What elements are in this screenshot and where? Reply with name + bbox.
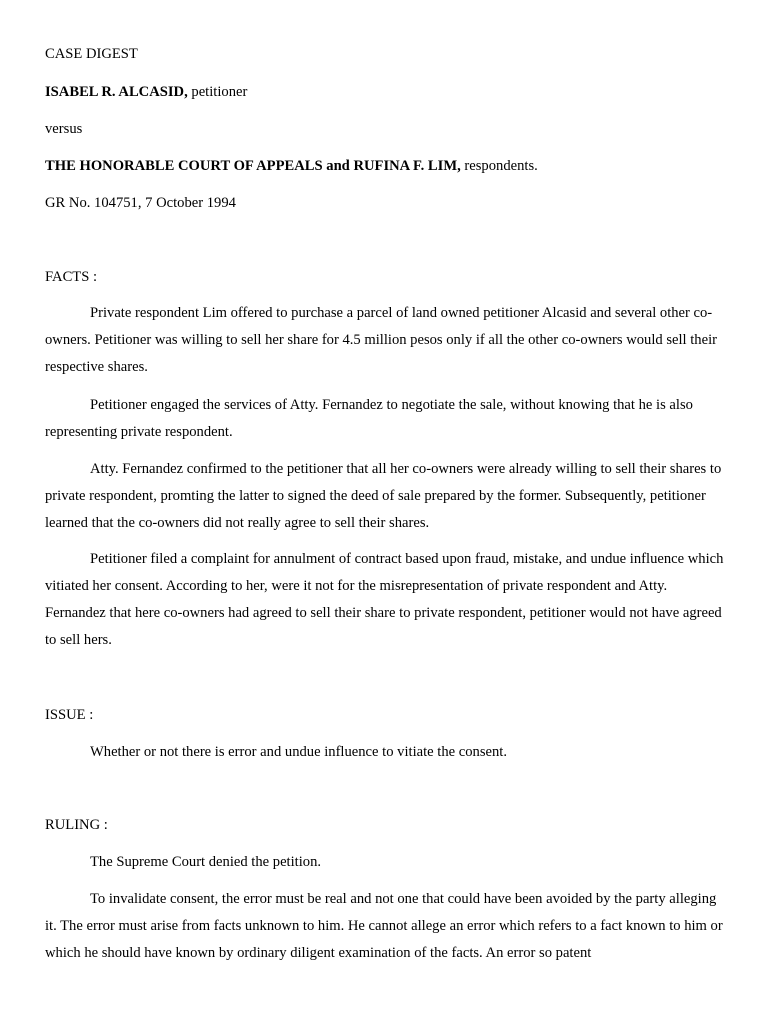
issue-text: Whether or not there is error and undue influence to vitiate the consent. — [90, 744, 507, 760]
issue-heading: ISSUE : — [45, 707, 94, 723]
gr-number: GR No. 104751, 7 October 1994 — [45, 195, 236, 211]
facts-paragraph-4: Petitioner filed a complaint for annulment of contract based upon fraud, mistake, and undue influence which vitiated her consent. According to her, were it not for the misrepresentation of private respondent and Atty. Fernandez that here co-owners had agreed to sell their share to private respondent, petitioner would not have agreed to sell hers. — [45, 551, 724, 648]
facts-heading: FACTS : — [45, 269, 98, 285]
respondents-name: THE HONORABLE COURT OF APPEALS and RUFINA F. LIM, — [45, 158, 461, 174]
facts-paragraph-1: Private respondent Lim offered to purchase a parcel of land owned petitioner Alcasid and several other co-owners. Petitioner was willing to sell her share for 4.5 million pesos only if all the other co-owners would sell their respective shares. — [45, 305, 717, 375]
petitioner-line — [45, 84, 247, 101]
ruling-paragraph-2: To invalidate consent, the error must be real and not one that could have been avoided by the party alleging it. The error must arise from facts unknown to him. He cannot allege an error which refers to a fact known to him or which he should have known by ordinary diligent examination of the facts. An error so patent — [45, 891, 723, 961]
respondents-line — [45, 158, 538, 175]
petitioner-name: ISABEL R. ALCASID, — [45, 84, 188, 100]
facts-paragraph-3: Atty. Fernandez confirmed to the petitioner that all her co-owners were already willing to sell their shares to private respondent, promting the latter to signed the deed of sale prepared by the former. Subsequently, petitioner learned that the co-owners did not really agree to sell their shares. — [45, 461, 722, 531]
petitioner-role: petitioner — [191, 84, 248, 100]
ruling-heading: RULING : — [45, 817, 108, 833]
versus-label: versus — [45, 121, 83, 137]
facts-paragraph-2: Petitioner engaged the services of Atty. Fernandez to negotiate the sale, without knowing that he is also representing private respondent. — [45, 397, 693, 440]
respondents-role: respondents. — [464, 158, 538, 174]
ruling-paragraph-1: The Supreme Court denied the petition. — [90, 854, 322, 870]
doc-type-label: CASE DIGEST — [45, 46, 138, 62]
